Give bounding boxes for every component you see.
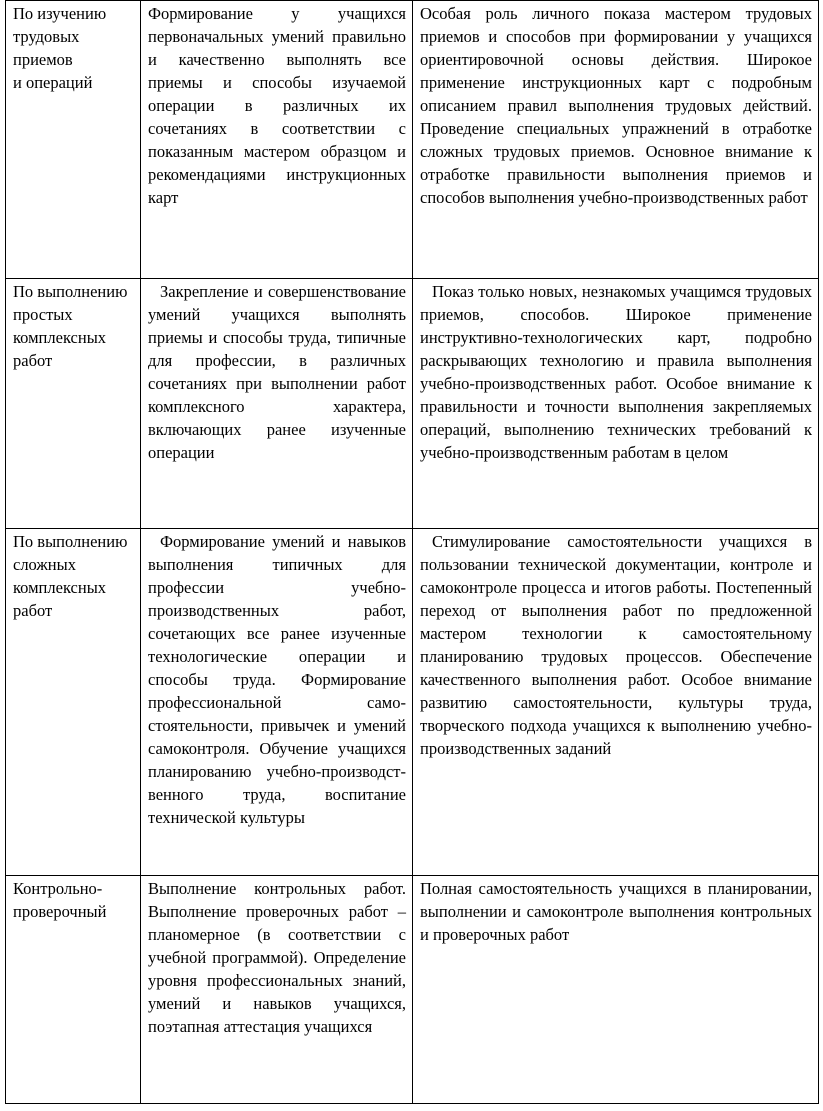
stage-cell <box>6 1 141 279</box>
goal-cell <box>141 529 413 876</box>
stage-cell <box>6 876 141 1104</box>
goal-text: Формирование умений и навыков выполнения типичных для профессии учебно-производственных работ, сочетающих все ранее изученные технологические операции и способы труда. Формирование профессиональной самостоятельности, привычек и умений самоконтроля. Обучение учащихся планированию учебно-производственного труда, воспитание технической культуры <box>148 532 406 827</box>
goal-text: Выполнение контрольных работ. Выполнение проверочных работ – планомерное (в соответствии с учебной программой). Определение уровня профессиональных знаний, умений и навыков учащихся, поэтапная аттестация учащихся <box>148 879 406 1036</box>
methods-cell <box>413 279 819 529</box>
methods-cell <box>413 876 819 1104</box>
goal-cell <box>141 876 413 1104</box>
goal-text: Формирование у учащихся первоначальных умений правильно и качественно выполнять все приемы и способы изучаемой операции в различных их сочетаниях в соответствии с показанным мастером образцом и рекомендациями инструкционных карт <box>148 4 406 207</box>
stage-text: По выполнению сложных комплексных работ <box>13 532 128 620</box>
goal-text: Закрепление и совершенствование умений учащихся выполнять приемы и способы труда, типичные для профессии, в различных сочетаниях при выполнении работ комплексного характера, включающих ранее изученные операции <box>148 282 406 462</box>
methods-text: Стимулирование самостоятельности учащихся в пользовании технической документации, контроле и самоконтроле процесса и итогов работы. Постепенный переход от выполнения работ по предложенной мастером технологии к самостоятельному планированию трудовых процессов. Обеспечение качественного выполнения работ. Особое внимание развитию самостоятельности, культуры труда, творческого подхода учащихся к выполнению учебно-производственных заданий <box>420 532 812 758</box>
stage-text: Контрольно-проверочный <box>13 879 107 921</box>
methods-cell <box>413 529 819 876</box>
training-stages-table <box>5 0 819 1104</box>
methods-text: Особая роль личного показа мастером трудовых приемов и способов при формировании у учащихся ориентировочной основы действия. Широкое применение инструкционных карт с подробным описанием правил выполнения трудовых действий. Проведение специальных упражнений в отработке сложных трудовых приемов. Основное внимание к отработке правильности выполнения приемов и способов выполнения учебно-производственных работ <box>420 4 812 207</box>
stage-cell <box>6 529 141 876</box>
table-row <box>6 529 819 876</box>
goal-cell <box>141 279 413 529</box>
table-row <box>6 1 819 279</box>
table-row <box>6 279 819 529</box>
methods-text: Показ только новых, незнакомых учащимся трудовых приемов, способов. Широкое применение инструктивно-технологических карт, подробно раскрывающих технологию и правила выполнения учебно-производственных работ. Особое внимание к правильности и точности выполнения закрепляемых операций, выполнению технических требований к учебно-производственным работам в целом <box>420 282 812 462</box>
table-row <box>6 876 819 1104</box>
stage-text: По изучению трудовых приемов и операций <box>13 4 107 92</box>
stage-cell <box>6 279 141 529</box>
methods-cell <box>413 1 819 279</box>
goal-cell <box>141 1 413 279</box>
stage-text: По выполнению простых комплексных работ <box>13 282 128 370</box>
methods-text: Полная самостоятельность учащихся в планировании, выполнении и самоконтроле выполнения контрольных и проверочных работ <box>420 879 812 944</box>
